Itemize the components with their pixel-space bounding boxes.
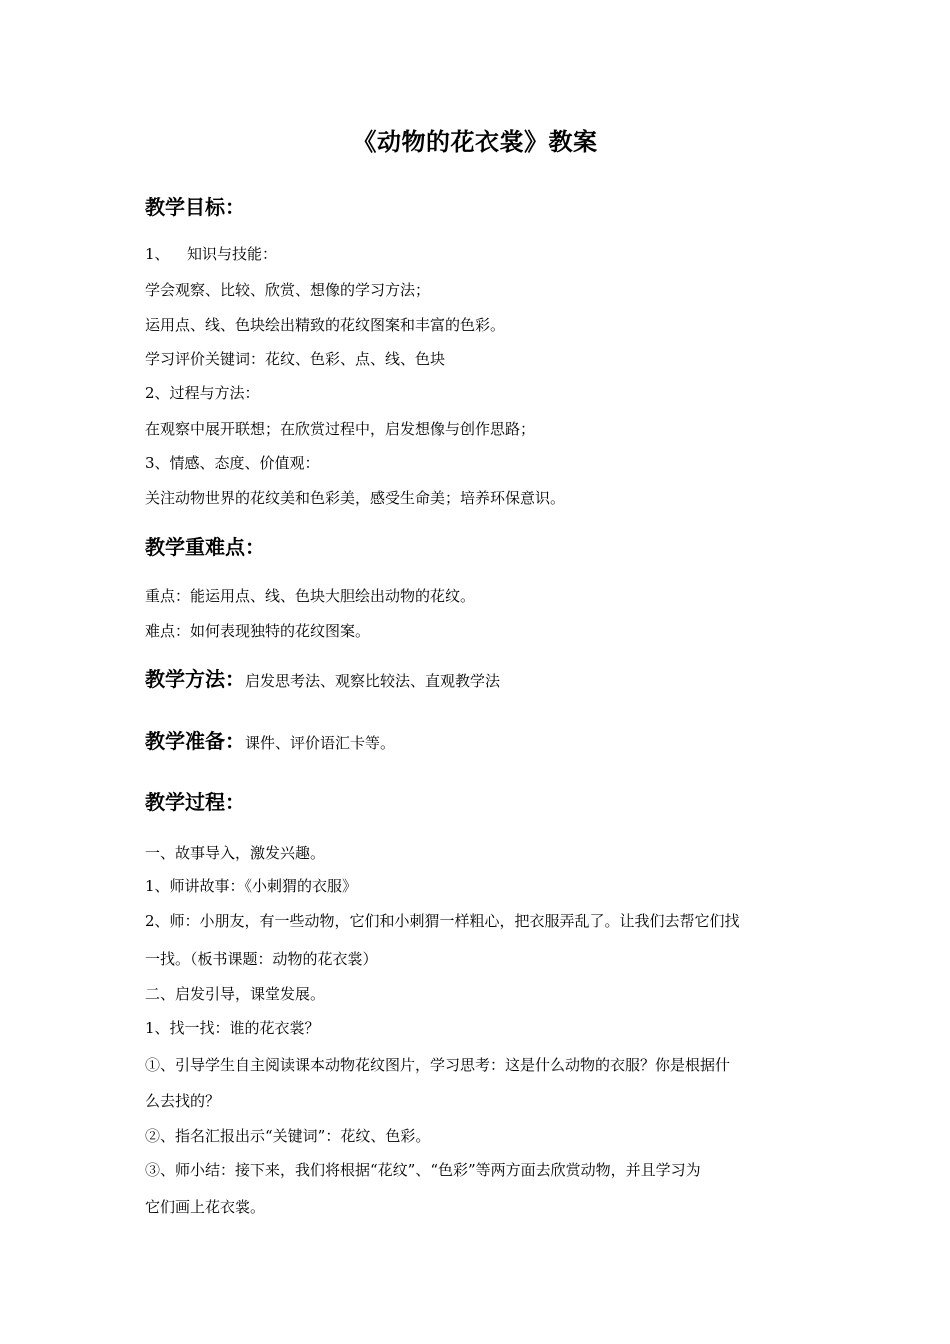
process-line-8a: ③、师小结：接下来，我们将根据“花纹”、“色彩”等两方面去欣赏动物，并且学习为 bbox=[145, 1161, 701, 1179]
method-text: 启发思考法、观察比较法、直观教学法 bbox=[245, 672, 501, 690]
preparation-text: 课件、评价语汇卡等。 bbox=[245, 734, 396, 752]
objectives-heading: 教学目标： bbox=[145, 195, 245, 219]
method-row bbox=[145, 664, 500, 696]
objective-item-1-number: 1、 bbox=[145, 245, 170, 263]
objective-item-1-label: 知识与技能： bbox=[187, 245, 278, 263]
process-line-3b: 一找。（板书课题：动物的花衣裳） bbox=[145, 950, 378, 968]
method-heading: 教学方法： bbox=[145, 667, 245, 691]
objective-line-2: 运用点、线、色块绘出精致的花纹图案和丰富的色彩。 bbox=[145, 316, 506, 334]
key-points-heading: 教学重难点： bbox=[145, 535, 265, 559]
objective-line-5: 关注动物世界的花纹美和色彩美，感受生命美；培养环保意识。 bbox=[145, 489, 566, 507]
process-line-3a: 2、师：小朋友，有一些动物，它们和小刺猬一样粗心，把衣服弄乱了。让我们去帮它们找 bbox=[145, 912, 740, 930]
objective-line-3: 学习评价关键词：花纹、色彩、点、线、色块 bbox=[145, 350, 446, 368]
key-points-line-2: 难点：如何表现独特的花纹图案。 bbox=[145, 622, 371, 640]
process-line-4: 二、启发引导，课堂发展。 bbox=[145, 985, 326, 1003]
process-line-7: ②、指名汇报出示“关键词”：花纹、色彩。 bbox=[145, 1127, 431, 1145]
objective-line-1: 学会观察、比较、欣赏、想像的学习方法； bbox=[145, 281, 431, 299]
objective-item-3: 3、情感、态度、价值观： bbox=[145, 454, 320, 472]
preparation-heading: 教学准备： bbox=[145, 729, 245, 753]
process-line-2: 1、师讲故事：《小刺猬的衣服》 bbox=[145, 877, 358, 895]
key-points-line-1: 重点：能运用点、线、色块大胆绘出动物的花纹。 bbox=[145, 587, 476, 605]
process-line-6a: ①、引导学生自主阅读课本动物花纹图片，学习思考：这是什么动物的衣服？你是根据什 bbox=[145, 1056, 731, 1074]
process-line-5: 1、找一找：谁的花衣裳？ bbox=[145, 1019, 320, 1037]
process-line-8b: 它们画上花衣裳。 bbox=[145, 1198, 266, 1216]
objective-item-2: 2、过程与方法： bbox=[145, 384, 260, 402]
process-heading: 教学过程： bbox=[145, 790, 245, 814]
process-line-6b: 么去找的？ bbox=[145, 1092, 221, 1110]
objective-line-4: 在观察中展开联想；在欣赏过程中，启发想像与创作思路； bbox=[145, 420, 536, 438]
process-line-1: 一、故事导入，激发兴趣。 bbox=[145, 844, 326, 862]
objective-item-1 bbox=[145, 243, 277, 265]
document-title: 《动物的花衣裳》教案 bbox=[352, 128, 598, 156]
preparation-row bbox=[145, 726, 395, 758]
